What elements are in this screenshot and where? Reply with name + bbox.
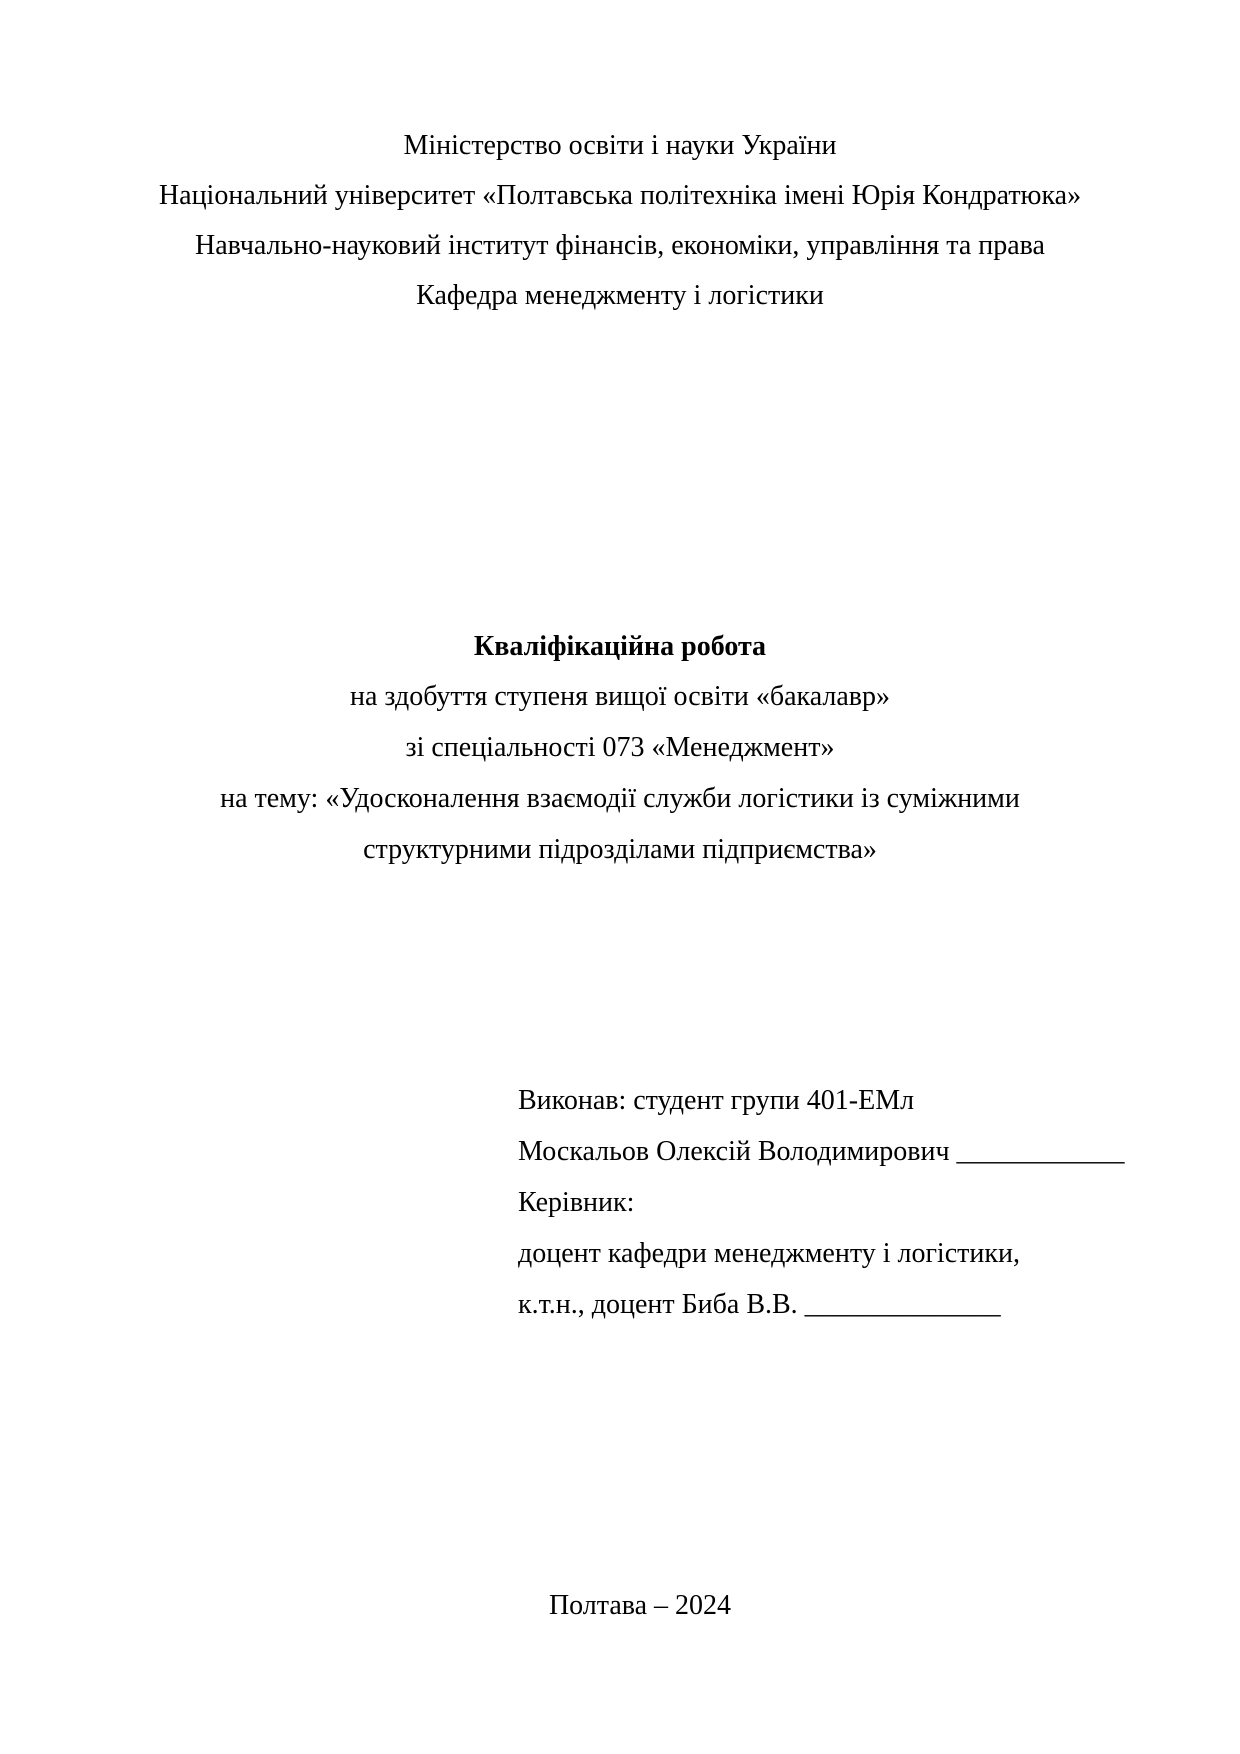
topic-line-2: структурними підрозділами підприємства» bbox=[363, 834, 877, 865]
supervisor-name-line: к.т.н., доцент Биба В.В. ______________ bbox=[518, 1289, 1001, 1320]
student-name-line: Москальов Олексій Володимирович ____________ bbox=[518, 1136, 1125, 1167]
city-year: Полтава – 2024 bbox=[548, 1590, 732, 1621]
work-type-title: Кваліфікаційна робота bbox=[473, 631, 767, 662]
supervisor-label: Керівник: bbox=[518, 1187, 635, 1218]
university-name: Національний університет «Полтавська політехніка імені Юрія Кондратюка» bbox=[158, 180, 1082, 211]
specialty-line: зі спеціальності 073 «Менеджмент» bbox=[405, 732, 835, 763]
department-name: Кафедра менеджменту і логістики bbox=[416, 280, 824, 311]
topic-line-1: на тему: «Удосконалення взаємодії служби логістики із суміжними bbox=[220, 783, 1020, 814]
supervisor-position-line: доцент кафедри менеджменту і логістики, bbox=[518, 1238, 1020, 1269]
performed-by-line: Виконав: студент групи 401-ЕМл bbox=[518, 1085, 915, 1116]
ministry-name: Міністерство освіти і науки України bbox=[403, 130, 837, 161]
degree-line: на здобуття ступеня вищої освіти «бакалавр» bbox=[350, 681, 890, 712]
institute-name: Навчально-науковий інститут фінансів, економіки, управління та права bbox=[195, 230, 1045, 261]
